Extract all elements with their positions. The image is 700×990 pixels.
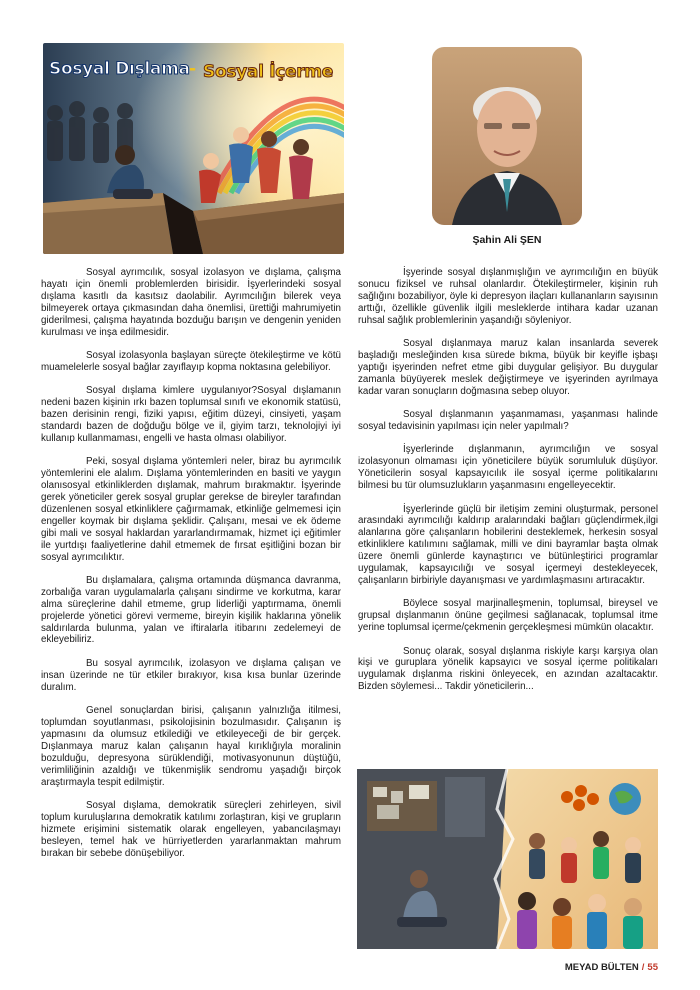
paragraph: Sosyal dışlanmanın yaşanmaması, yaşanması halinde sosyal tedavisinin yapılması için neler yapılmalı? [358,409,658,432]
hero-title-right: Sosyal İçerme [203,62,334,82]
paragraph: Sosyal izolasyonla başlayan süreçte ötekileştirme ve kötü muamelelerle sosyal bağlar zayıflayıp kopma noktasına gelebiliyor. [41,349,341,373]
paragraph: Sosyal ayrımcılık, sosyal izolasyon ve dışlama, çalışma hayatı için önemli problemlerden birisidir. İşyerlerindeki sosyal dışlama kasıtlı da kasıtsız daolabilir. Ayrımcılığın bilerek veya bilmeyerek ortaya çıkmasından daha önemlisi, ürettiği mahrumiyetin giderilmesi, çalışma hayatında bozduğu barışın ve dengenin yeniden kurulması ve inşa edilmesidir. [41,267,341,338]
paragraph: Bu dışlamalara, çalışma ortamında düşmanca davranma, zorbalığa varan uygulamalarla çalışanı sindirme ve korkutma, karar alma süreçlerine dahil etmeme, grup liderliği yaptırmama, önemli projelerde yönetici görevi vermeme, bireyin kişilik haklarına yönelik saldırılarda bulunma, yalan ve iftiralarla itibarını zedelemeyi de ekleyebiliriz. [41,574,341,646]
publication-name: MEYAD BÜLTEN [564,962,639,973]
footer-separator: / [641,962,645,973]
paragraph: Sosyal dışlanmaya maruz kalan insanlarda severek başladığı mesleğinden kısa sürede bıkma, büyük bir keyifle işbaşı yaptığı işyerinden nefret etme gibi duygular gelişiyor. Bu duygular zamanla büyüyerek meslek değiştirmeye ve işyerinden ayrılmaya kadar varan sonuçların doğmasına sebep oluyor. [358,338,658,397]
paragraph: Sosyal dışlama, demokratik süreçleri zehirleyen, sivil toplum kuruluşlarına demokratik katılımı zorlaştıran, kişi ve grupların hizmete erişimini sistematik olarak engelleyen, yabancılaşmayı besleyen, temel hak ve hürriyetlerden yararlanmaktan mahrum bırakan bir sebebe dönüşebiliyor. [41,799,341,859]
paragraph: Bu sosyal ayrımcılık, izolasyon ve dışlama çalışan ve insan üzerinde ne tür etkiler bırakıyor, kısa kısa bunlar üzerinde duralım. [41,657,341,693]
page-footer [565,962,658,973]
hero-title-left: Sosyal Dışlama [49,59,190,79]
page-number: 55 [647,962,658,973]
author-name: Şahin Ali ŞEN [472,234,542,246]
hero-illustration [43,43,344,254]
article-column-left [41,267,341,871]
paragraph: Peki, sosyal dışlama yöntemleri neler, biraz bu ayrımcılık yöntemlerini ele alalım. Dışlama yöntemlerinden en basiti ve yaygın olanısosyal etkinliklerden dışlamak, mahrum bırakmaktır. İşyerinde gerek yöneticiler gerek sosyal gruplar gerekse de bireyler tarafından düzenlenen sosyal etkinliklere çağırmamak, etkinliğe gelmemesi için engeller koymak bir dışlama şeklidir. Çalışanı, mesai ve ek ödeme gibi mali ve sosyal haklardan yararlandırmamak, hizmet içi eğitimler ile yurtdışı faaliyetlerine dahil etmemek de fırsat eşitliğini bozan bir sosyal ayrımcılıktır. [41,456,341,563]
article-column-right [358,267,658,705]
paragraph: Böylece sosyal marjinalleşmenin, toplumsal, bireysel ve grupsal dışlanmanın önüne geçilmesi sağlanacak, toplumsal itme yerine toplumsal içerme/çekmenin gerçekleşmesi mümkün olacaktır. [358,598,658,634]
paragraph: Sonuç olarak, sosyal dışlanma riskiyle karşı karşıya olan kişi ve guruplara yönelik kapsayıcı ve sosyal içerme politikaları uygulamak dışlanma riskini önleyecek, en azından azaltacaktır. Bizden söylemesi... Takdir yöneticilerin... [358,645,658,693]
paragraph: İşyerlerinde güçlü bir iletişim zemini oluşturmak, personel arasındaki ayrımcılığı kaldırıp aralarındaki bağları güçlendirmek,ilgi alanlarına göre çalışanların hobilerini desteklemek, herkesin sosyal etkinliklere katılımını sağlamak, milli ve dini bayramlar başta olmak üzere önemli günlerde kaynaştırıcı ve bütünleştirici programlar uygulamak, kapsayıcılığı ve sosyal içermeyi destekleyecek, çalışanların birbiriyle dayanışması ve yardımlaşmasını artıracaktır. [358,503,658,586]
paragraph: İşyerlerinde dışlanmanın, ayrımcılığın ve sosyal izolasyonun olmaması için yöneticilere büyük sorumluluk düşüyor. Yöneticilerin sosyal kapsayıcılık ile sosyal içerme politikalarını bilmesi bu tür olumsuzlukların yaşanmasını engelleyecektir. [358,444,658,492]
paragraph: İşyerinde sosyal dışlanmışlığın ve ayrımcılığın en büyük sonucu fiziksel ve ruhsal olanlardır. Ötekileştirmeler, kişinin ruh sağlığını bozabiliyor, öyle ki depresyon ilaçları kullananların sayısının arttığı, özellikle güvenlik ilgili mesleklerde intihara kadar uzanan ruhsal sağlık problemlerinin yaşandığı söyleniyor. [358,267,658,326]
office-illustration [357,769,658,949]
hero-title-dash: - [189,59,196,79]
paragraph: Sosyal dışlama kimlere uygulanıyor?Sosyal dışlamanın nedeni bazen kişinin ırkı bazen toplumsal sınıfı ve ekonomik statüsü, bazen derisinin rengi, fiziki yapısı, eğitim düzeyi, cinsiyeti, yaşam standardı bazen de doğduğu bölge ve il, giyim tarzı, teknolojiyi iyi kullanıp kullanmaması, engelli ve hasta olması olabiliyor. [41,385,341,444]
author-portrait [432,47,582,225]
paragraph: Genel sonuçlardan birisi, çalışanın yalnızlığa itilmesi, toplumdan soyutlanması, psikolojisinin bozulmasıdır. Çalışanın iş yapmasını da olumsuz etkilediği ve etkileyeceği de bir gerçek. Dışlanmaya maruz kalan çalışanın hayal kırıklığıyla moralinin bozulduğu, depresyona sürüklendiği, motivasyonunun düştüğü, verimliliğinin azaldığı ve tükenmişlik sendromu yaşadığı birçok araştırmayla tespit edilmiştir. [41,705,341,788]
